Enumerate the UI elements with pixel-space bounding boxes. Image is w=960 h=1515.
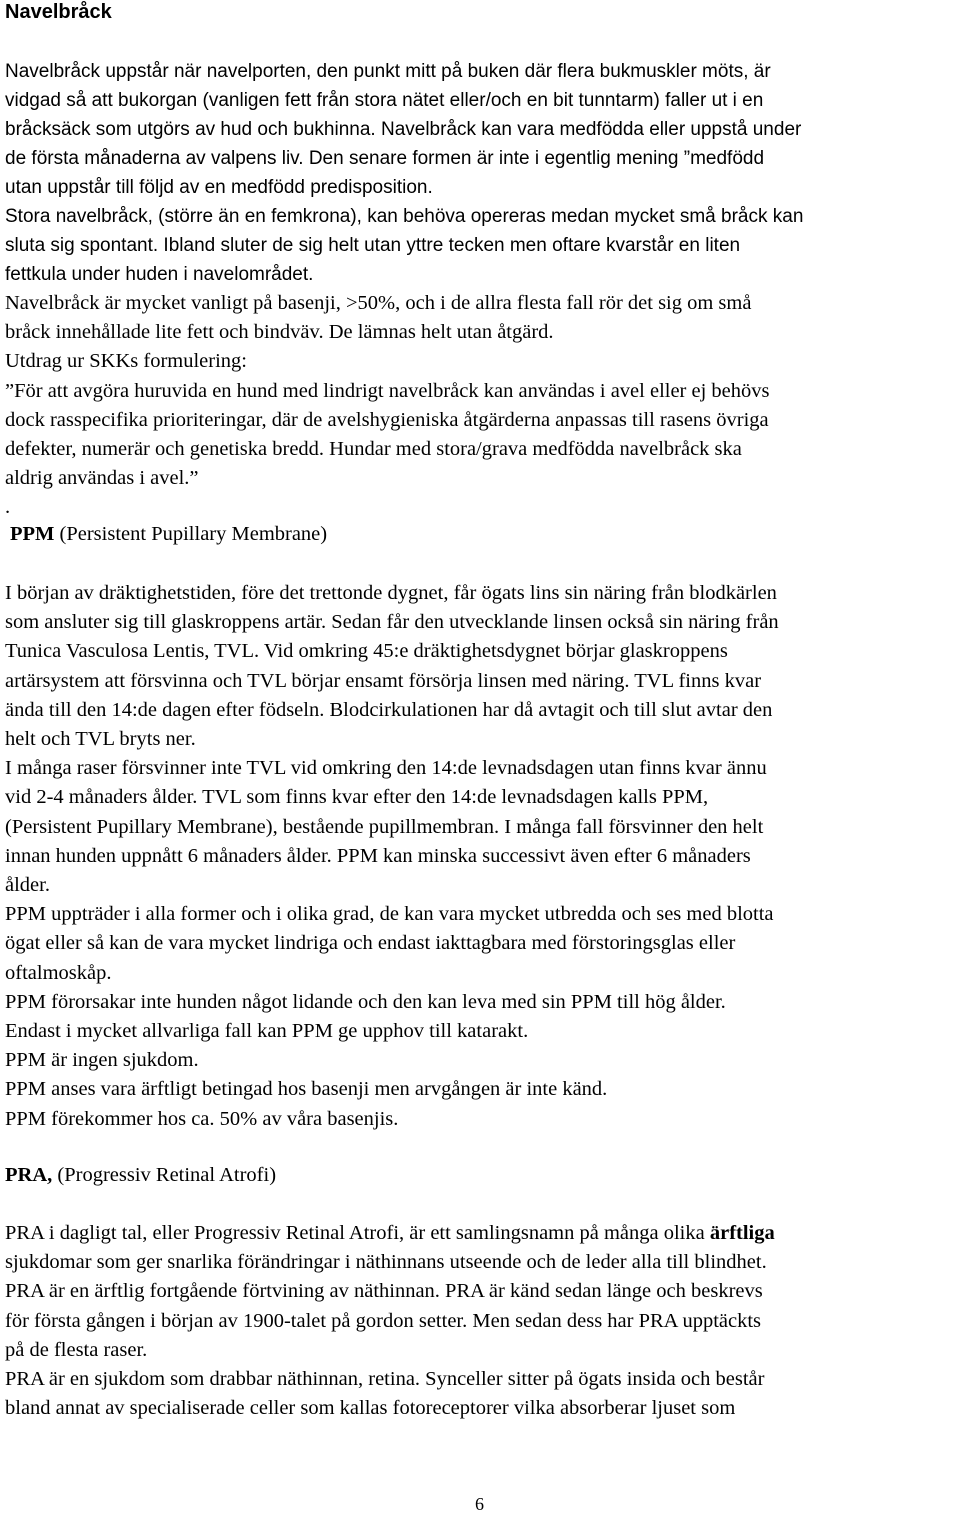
text-line: bråcksäck som utgörs av hud och bukhinna. Navelbråck kan vara medfödda eller uppstå under	[5, 119, 802, 140]
pra-paragraph-2	[5, 1277, 960, 1365]
ppm-heading-full: (Persistent Pupillary Membrane)	[54, 523, 328, 545]
text-line: fettkula under huden i navelområdet.	[5, 264, 314, 285]
text-line: vid 2-4 månaders ålder. TVL som finns kvar efter den 14:de levnadsdagen kalls PPM,	[5, 786, 709, 809]
text-line: helt och TVL bryts ner.	[5, 728, 196, 751]
text-line: vidgad så att bukorgan (vanligen fett från stora nätet eller/och en bit tunntarm) faller ut i en	[5, 90, 764, 111]
text-line: sluta sig spontant. Ibland sluter de sig helt utan yttre tecken men oftare kvarstår en liten	[5, 235, 741, 256]
text-line: Stora navelbråck, (större än en femkrona), kan behöva opereras medan mycket små bråck kan	[5, 206, 804, 227]
ppm-heading-abbr: PPM	[10, 523, 55, 545]
section-title-navelbrack: Navelbråck	[5, 1, 112, 23]
pra-body	[5, 1219, 960, 1423]
text-line: bland annat av specialiserade celler som kallas fotoreceptorer vilka absorberar ljuset som	[5, 1397, 736, 1420]
skk-quote	[5, 377, 960, 494]
emphasis-hereditary: ärftliga	[709, 1222, 775, 1244]
text-line: Navelbråck är mycket vanligt på basenji, >50%, och i de allra flesta fall rör det sig om små	[5, 292, 752, 314]
navelbrack-body	[5, 57, 960, 289]
text-line: artärsystem att försvinna och TVL börjar ensamt försörja linsen med näring. TVL finns kvar	[5, 669, 762, 692]
text-line: PPM uppträder i alla former och i olika grad, de kan vara mycket utbredda och ses med blotta	[5, 903, 774, 926]
section-heading-ppm	[10, 520, 960, 549]
text-line: PRA är en ärftlig fortgående förtvining av näthinnan. PRA är känd sedan länge och beskrevs	[5, 1280, 763, 1303]
pra-paragraph-3	[5, 1365, 960, 1423]
text-line: oftalmoskåp.	[5, 961, 112, 984]
text-line: aldrig användas i avel.”	[5, 467, 199, 490]
separator-dot: .	[5, 496, 11, 519]
text-line: defekter, numerär och genetiska bredd. Hundar med stora/grava medfödda navelbråck ska	[5, 438, 742, 461]
text-line: PRA är en sjukdom som drabbar näthinnan, retina. Synceller sitter på ögats insida och består	[5, 1368, 765, 1391]
section-heading-pra	[5, 1161, 960, 1190]
ppm-paragraph-3	[5, 900, 960, 988]
ppm-body	[5, 579, 960, 1134]
text-line: bråck innehållade lite fett och bindväv. De lämnas helt utan åtgärd.	[5, 321, 554, 344]
ppm-statement-prevalence: PPM förekommer hos ca. 50% av våra basenjis.	[5, 1107, 399, 1130]
ppm-paragraph-2	[5, 754, 960, 900]
navelbrack-paragraph-2	[5, 289, 960, 347]
text-line: ”För att avgöra huruvida en hund med lindrigt navelbråck kan användas i avel eller ej behövs	[5, 379, 770, 402]
text-line: för första gången i början av 1900-talet på gordon setter. Men sedan dess har PRA upptäckts	[5, 1309, 762, 1332]
skk-intro: Utdrag ur SKKs formulering:	[5, 350, 247, 373]
page-number: 6	[475, 1494, 484, 1514]
pra-heading-full: (Progressiv Retinal Atrofi)	[52, 1164, 277, 1186]
text-line: Endast i mycket allvarliga fall kan PPM ge upphov till katarakt.	[5, 1020, 529, 1043]
text-line: på de flesta raser.	[5, 1338, 148, 1361]
ppm-statement-not-disease: PPM är ingen sjukdom.	[5, 1049, 199, 1072]
text-line: I många raser försvinner inte TVL vid omkring den 14:de levnadsdagen utan finns kvar ännu	[5, 757, 767, 780]
text-line: sjukdomar som ger snarlika förändringar i näthinnans utseende och de leder alla till blindhet.	[5, 1251, 767, 1274]
text-line: I början av dräktighetstiden, före det trettonde dygnet, får ögats lins sin näring från blodkärlen	[5, 582, 777, 604]
text-line: dock rasspecifika prioriteringar, där de avelshygieniska åtgärderna anpassas till rasens övriga	[5, 408, 769, 431]
text-line: (Persistent Pupillary Membrane), bestående pupillmembran. I många fall försvinner den helt	[5, 815, 764, 838]
text-line: som ansluter sig till glaskroppens artär. Sedan får den utvecklande linsen också sin näring från	[5, 611, 779, 634]
text-line: ålder.	[5, 874, 50, 897]
text-line: utan uppstår till följd av en medfödd predisposition.	[5, 177, 433, 198]
navelbrack-paragraph-1	[5, 57, 960, 289]
text-line: PRA i dagligt tal, eller Progressiv Retinal Atrofi, är ett samlingsnamn på många olika	[5, 1222, 710, 1244]
text-line: Tunica Vasculosa Lentis, TVL. Vid omkring 45:e dräktighetsdygnet börjar glaskroppens	[5, 640, 728, 663]
ppm-statement-hereditary: PPM anses vara ärftligt betingad hos basenji men arvgången är inte känd.	[5, 1078, 608, 1101]
pra-heading-abbr: PRA,	[5, 1164, 53, 1186]
text-line: PPM förorsakar inte hunden något lidande och den kan leva med sin PPM till hög ålder.	[5, 990, 726, 1013]
pra-paragraph-1	[5, 1219, 960, 1277]
text-line: innan hunden uppnått 6 månaders ålder. PPM kan minska successivt även efter 6 månaders	[5, 844, 751, 867]
text-line: ända till den 14:de dagen efter födseln. Blodcirkulationen har då avtagit och till slut avtar den	[5, 698, 773, 721]
ppm-paragraph-1	[5, 579, 960, 754]
text-line: Navelbråck uppstår när navelporten, den punkt mitt på buken där flera bukmuskler möts, är	[5, 61, 771, 82]
text-line: ögat eller så kan de vara mycket lindriga och endast iakttagbara med förstoringsglas eller	[5, 932, 736, 955]
navelbrack-serif-body	[5, 289, 960, 523]
ppm-paragraph-4	[5, 988, 960, 1046]
text-line: de första månaderna av valpens liv. Den senare formen är inte i egentlig mening ”medfödd	[5, 148, 765, 169]
